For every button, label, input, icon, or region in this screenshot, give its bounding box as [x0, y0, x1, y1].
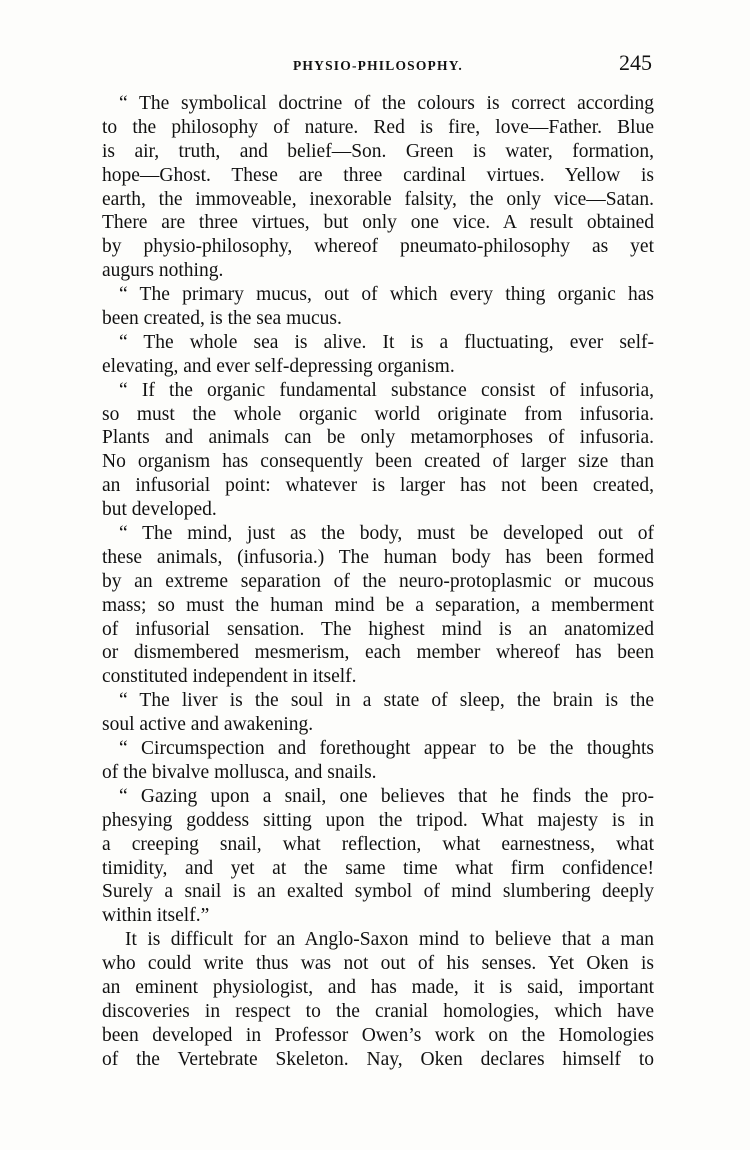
text-line: “ The primary mucus, out of which every thing organic has: [119, 284, 654, 306]
text-line: mass; so must the human mind be a separation, a memberment: [102, 594, 654, 616]
text-line: by an extreme separation of the neuro-protoplasmic or mucous: [102, 570, 654, 592]
body-text: [102, 92, 654, 1072]
text-line: It is difficult for an Anglo-Saxon mind to believe that a man: [125, 929, 654, 951]
text-line: There are three virtues, but only one vice. A result obtained: [102, 212, 654, 234]
text-line: of infusorial sensation. The highest mind is an anatomized: [102, 618, 654, 640]
running-head: PHYSIO-PHILOSOPHY.: [292, 58, 463, 73]
text-line: No organism has consequently been created of larger size than: [102, 451, 654, 473]
text-line: constituted independent in itself.: [102, 666, 357, 688]
text-line: hope—Ghost. These are three cardinal virtues. Yellow is: [102, 164, 654, 186]
text-line: been created, is the sea mucus.: [102, 308, 342, 330]
text-line: who could write thus was not out of his senses. Yet Oken is: [102, 953, 654, 975]
text-line: been developed in Professor Owen’s work on the Homologies: [102, 1024, 654, 1046]
text-line: within itself.”: [102, 905, 210, 927]
text-line: discoveries in respect to the cranial homologies, which have: [102, 1000, 654, 1022]
text-line: of the Vertebrate Skeleton. Nay, Oken declares himself to: [102, 1048, 654, 1070]
text-line: or dismembered mesmerism, each member whereof has been: [102, 642, 654, 664]
text-line: a creeping snail, what reflection, what earnestness, what: [102, 833, 654, 855]
page-header: [102, 50, 654, 80]
text-line: to the philosophy of nature. Red is fire, love—Father. Blue: [102, 116, 654, 138]
text-line: “ Circumspection and forethought appear to be the thoughts: [119, 738, 654, 760]
text-line: elevating, and ever self-depressing organism.: [102, 355, 455, 377]
text-line: timidity, and yet at the same time what firm confidence!: [102, 857, 654, 879]
text-line: Surely a snail is an exalted symbol of mind slumbering deeply: [102, 881, 654, 903]
text-line: of the bivalve mollusca, and snails.: [102, 761, 377, 783]
text-line: but developed.: [102, 499, 217, 521]
text-line: “ The liver is the soul in a state of sleep, the brain is the: [119, 690, 654, 712]
text-line: so must the whole organic world originate from infusoria.: [102, 403, 654, 425]
text-line: is air, truth, and belief—Son. Green is water, formation,: [102, 140, 654, 162]
text-line: an eminent physiologist, and has made, it is said, important: [102, 976, 654, 998]
text-line: an infusorial point: whatever is larger has not been created,: [102, 475, 654, 497]
text-line: “ The symbolical doctrine of the colours is correct according: [119, 93, 654, 114]
text-line: Plants and animals can be only metamorphoses of infusoria.: [102, 427, 654, 449]
text-line: by physio-philosophy, whereof pneumato-philosophy as yet: [102, 236, 654, 258]
text-line: augurs nothing.: [102, 260, 224, 282]
text-line: these animals, (infusoria.) The human body has been formed: [102, 546, 654, 568]
text-line: soul active and awakening.: [102, 714, 314, 736]
text-line: “ If the organic fundamental substance consist of infusoria,: [119, 379, 654, 401]
text-line: “ The whole sea is alive. It is a fluctuating, ever self-: [119, 331, 654, 353]
text-line: earth, the immoveable, inexorable falsity, the only vice—Satan.: [102, 188, 654, 210]
text-line: “ The mind, just as the body, must be developed out of: [119, 523, 654, 545]
page-number: 245: [619, 50, 652, 75]
text-line: phesying goddess sitting upon the tripod. What majesty is in: [102, 809, 654, 831]
text-line: “ Gazing upon a snail, one believes that he finds the pro-: [119, 785, 654, 807]
